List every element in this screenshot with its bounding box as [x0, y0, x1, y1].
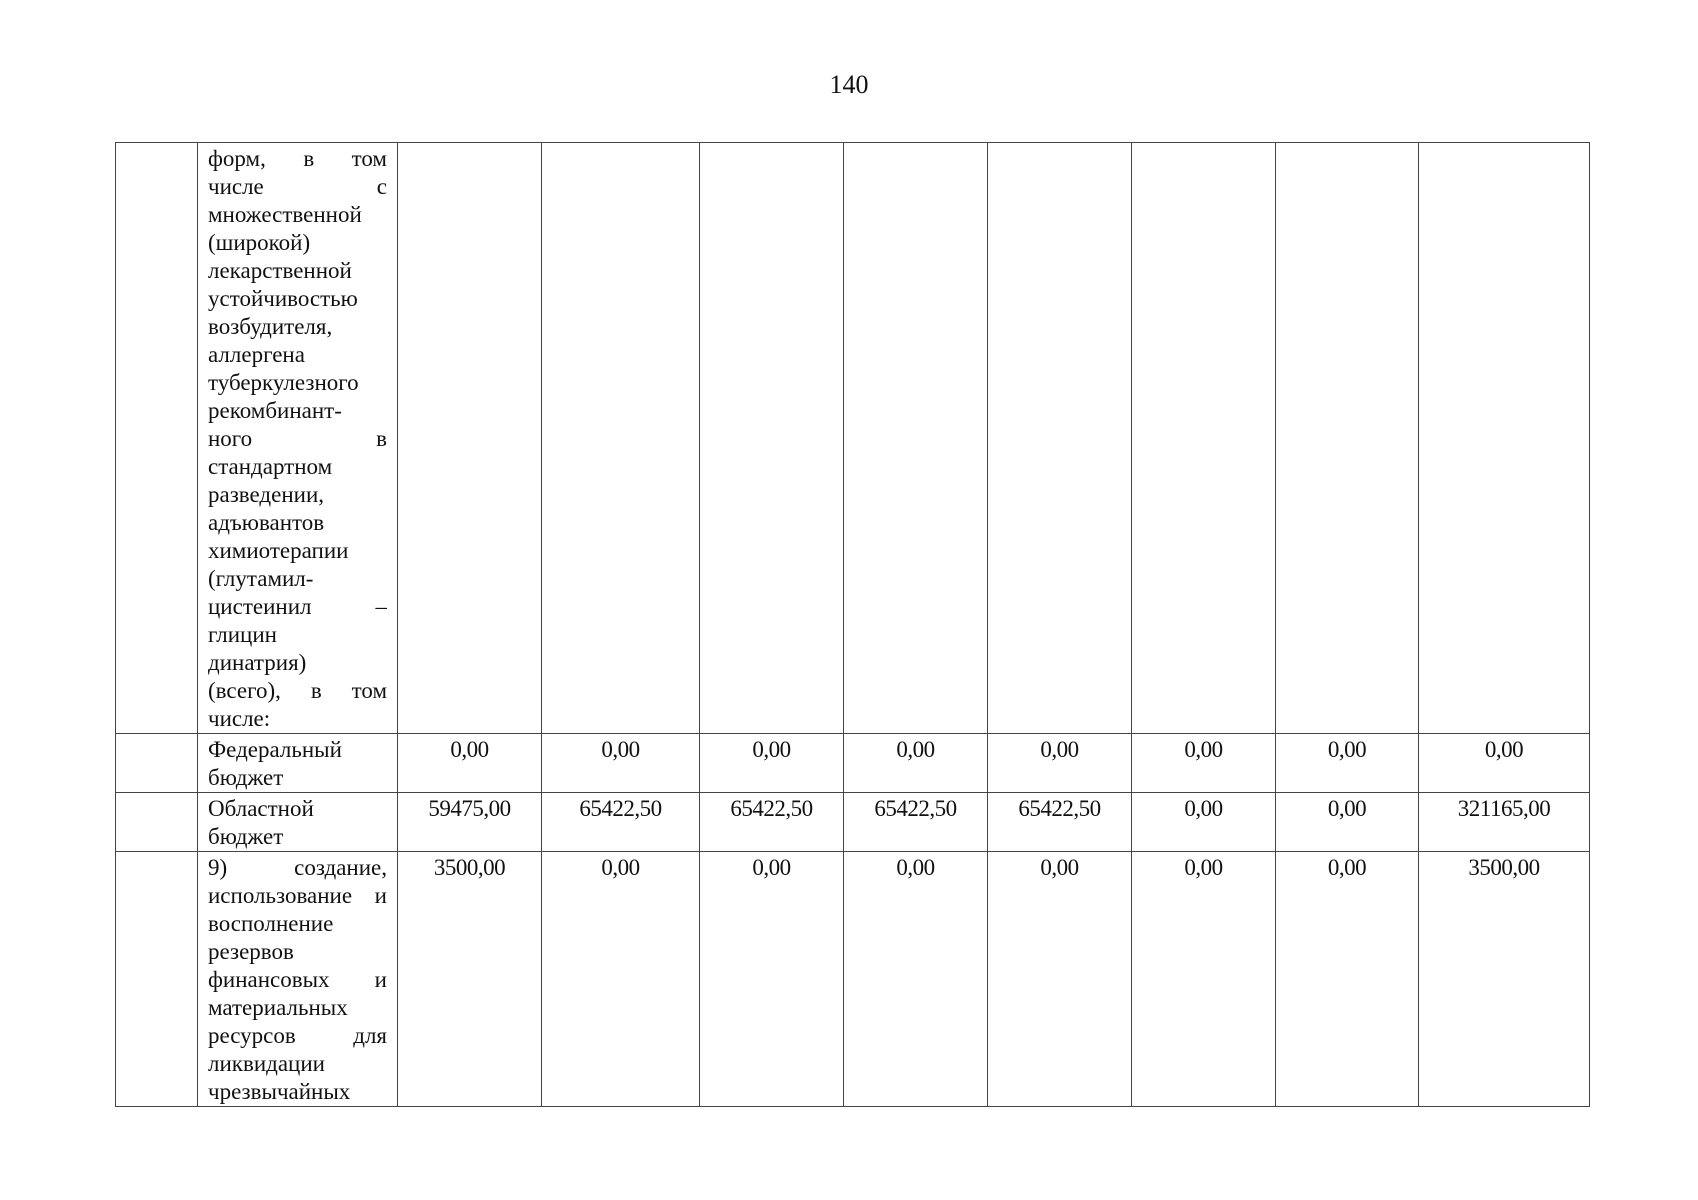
row-name-line: цистеинил – — [208, 594, 387, 619]
page-number: 140 — [829, 70, 869, 99]
value-cell: 0,00 — [844, 852, 988, 1107]
value-cell: 3500,00 — [398, 852, 542, 1107]
row-name-line: лекарственной — [208, 258, 352, 283]
row-name-line: разведении, — [208, 482, 325, 507]
table-body — [116, 143, 1590, 1107]
table-row — [116, 734, 1590, 793]
value-cell: 0,00 — [1419, 734, 1590, 793]
row-name-line: форм, в том — [208, 146, 387, 171]
value-cell: 0,00 — [1132, 852, 1276, 1107]
row-name-cell — [198, 143, 398, 734]
value-cell: 0,00 — [542, 734, 700, 793]
row-number-cell — [116, 852, 198, 1107]
value-cell — [1132, 143, 1276, 734]
row-name-line: резервов — [208, 939, 294, 964]
value-cell — [988, 143, 1132, 734]
row-name-line: (глутамил- — [208, 566, 314, 591]
row-name-line: аллергена — [208, 342, 305, 367]
value-cell: 59475,00 — [398, 793, 542, 852]
row-name-line: (всего), в том — [208, 678, 387, 703]
row-name-line: чрезвычайных — [208, 1079, 351, 1104]
row-name-line: числе с — [208, 174, 387, 199]
value-cell — [844, 143, 988, 734]
value-cell: 0,00 — [1276, 852, 1419, 1107]
row-number-cell — [116, 734, 198, 793]
row-name-line: устойчивостью — [208, 286, 358, 311]
value-cell: 321165,00 — [1419, 793, 1590, 852]
row-name-line: глицин — [208, 622, 277, 647]
value-cell — [1419, 143, 1590, 734]
row-name-cell — [198, 793, 398, 852]
row-name-line: восполнение — [208, 911, 334, 936]
row-name-line: ресурсов для — [208, 1023, 387, 1048]
row-number-cell — [116, 793, 198, 852]
value-cell: 0,00 — [700, 734, 844, 793]
value-cell — [1276, 143, 1419, 734]
value-cell: 65422,50 — [988, 793, 1132, 852]
row-name-line: (широкой) — [208, 230, 311, 255]
value-cell: 0,00 — [700, 852, 844, 1107]
row-name-line: химиотерапии — [208, 538, 349, 563]
value-cell: 0,00 — [1276, 734, 1419, 793]
table-row — [116, 793, 1590, 852]
value-cell: 65422,50 — [844, 793, 988, 852]
row-name-line: бюджет — [208, 765, 284, 790]
row-name-line: ликвидации — [208, 1051, 325, 1076]
row-name-line: стандартном — [208, 454, 333, 479]
value-cell: 65422,50 — [700, 793, 844, 852]
row-name-line: множественной — [208, 202, 362, 227]
row-name-line: 9) создание, — [208, 855, 387, 880]
row-name-line: бюджет — [208, 824, 284, 849]
row-name-line: возбудителя, — [208, 314, 333, 339]
value-cell: 0,00 — [542, 852, 700, 1107]
value-cell — [398, 143, 542, 734]
value-cell: 0,00 — [988, 734, 1132, 793]
value-cell — [542, 143, 700, 734]
row-name-line: финансовых и — [208, 967, 387, 992]
row-name-cell — [198, 852, 398, 1107]
budget-table — [115, 142, 1590, 1107]
table-row — [116, 143, 1590, 734]
value-cell: 65422,50 — [542, 793, 700, 852]
row-number-cell — [116, 143, 198, 734]
row-name-line: использование и — [208, 883, 387, 908]
row-name-line: рекомбинант- — [208, 398, 342, 423]
value-cell: 0,00 — [1276, 793, 1419, 852]
value-cell: 0,00 — [398, 734, 542, 793]
row-name-line: туберкулезного — [208, 370, 359, 395]
row-name-line: Областной — [208, 796, 314, 821]
row-name-line: материальных — [208, 995, 348, 1020]
value-cell: 0,00 — [1132, 793, 1276, 852]
row-name-line: числе: — [208, 706, 271, 731]
row-name-line: Федеральный — [208, 737, 342, 762]
row-name-cell — [198, 734, 398, 793]
value-cell — [700, 143, 844, 734]
value-cell: 0,00 — [844, 734, 988, 793]
row-name-line: динатрия) — [208, 650, 307, 675]
row-name-line: адъювантов — [208, 510, 325, 535]
value-cell: 0,00 — [1132, 734, 1276, 793]
value-cell: 0,00 — [988, 852, 1132, 1107]
table-row — [116, 852, 1590, 1107]
value-cell: 3500,00 — [1419, 852, 1590, 1107]
row-name-line: ного в — [208, 426, 387, 451]
